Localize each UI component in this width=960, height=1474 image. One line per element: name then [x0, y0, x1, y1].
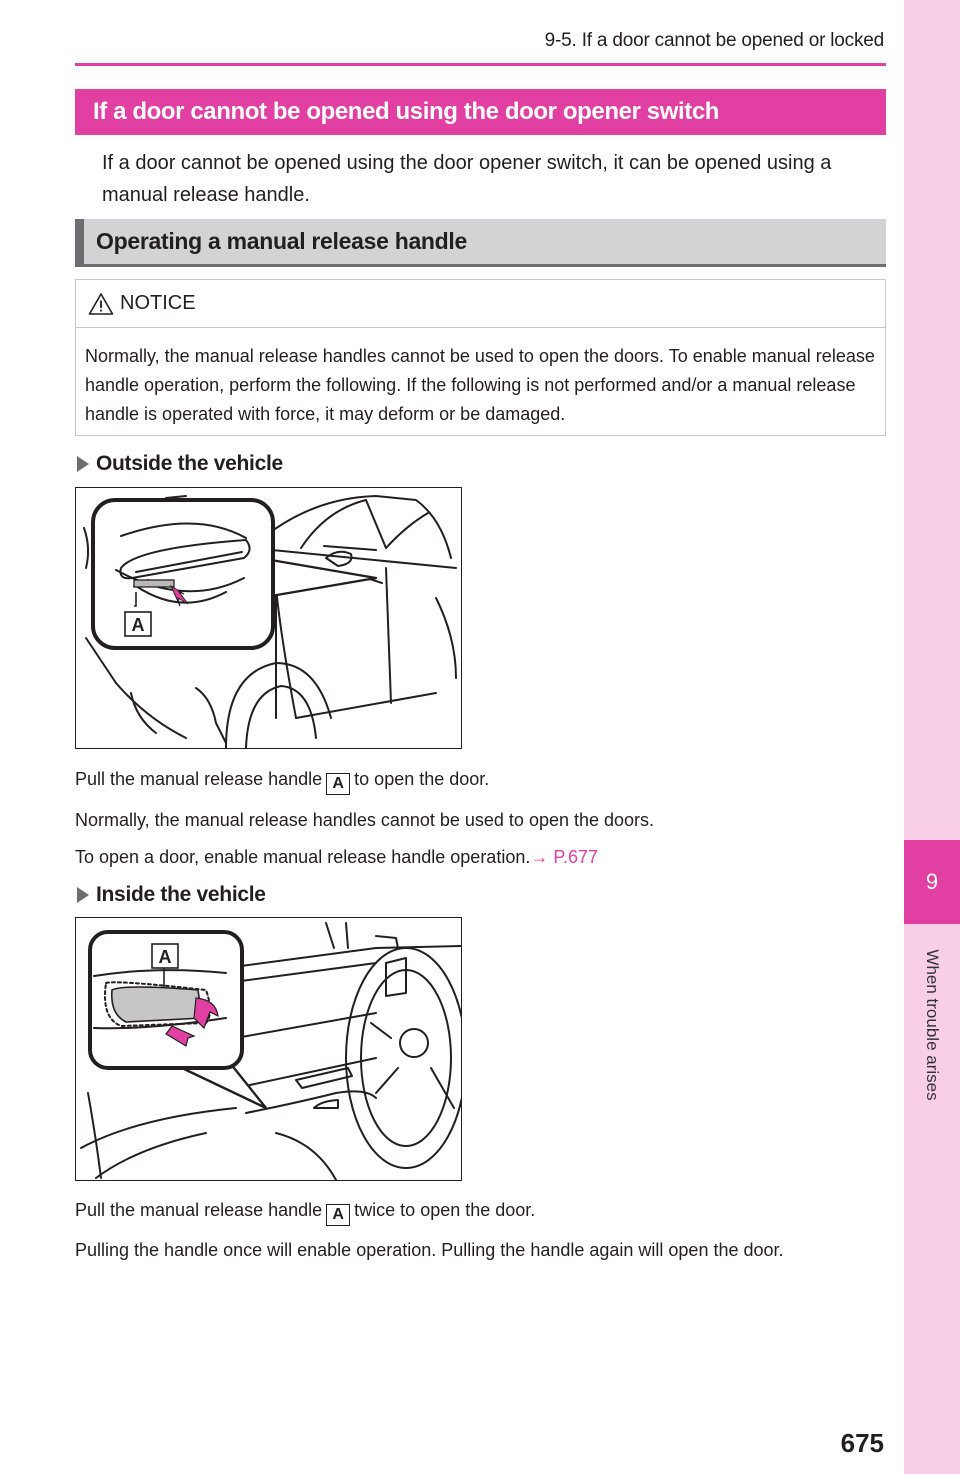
- running-head: 9-5. If a door cannot be opened or locked: [544, 30, 884, 51]
- figure-callout-label: A: [131, 615, 145, 635]
- callout-badge-a: A: [326, 773, 350, 795]
- outside-door-handle-drawing: [76, 488, 461, 748]
- header-rule: [75, 63, 886, 66]
- outside-vehicle-illustration: [75, 487, 462, 749]
- figure-callout-label: A: [158, 947, 172, 967]
- notice-label: NOTICE: [120, 292, 196, 314]
- inside-heading: Inside the vehicle: [77, 883, 266, 907]
- triangle-bullet-icon: [77, 887, 89, 903]
- page-reference-link[interactable]: → P.677: [530, 847, 599, 867]
- outside-heading: Outside the vehicle: [77, 452, 283, 476]
- subsection-title-bar: [75, 219, 886, 267]
- inside-instruction: Pull the manual release handle A twice to open the door.: [75, 1200, 535, 1226]
- outside-enable-note: To open a door, enable manual release handle operation.→ P.677: [75, 847, 599, 867]
- chapter-tab[interactable]: [904, 840, 960, 924]
- page-number: 675: [840, 1428, 884, 1458]
- notice-box: [75, 279, 886, 436]
- notice-header: [76, 280, 885, 328]
- section-intro: If a door cannot be opened using the door opener switch, it can be opened using a manual release handle.: [102, 152, 832, 206]
- outside-note: Normally, the manual release handles cannot be used to open the doors.: [75, 810, 655, 830]
- callout-badge-a: A: [326, 1204, 350, 1226]
- chapter-number: 9: [925, 869, 939, 894]
- subsection-title: Operating a manual release handle: [96, 228, 468, 254]
- chapter-title-vertical: When trouble arises: [923, 949, 942, 1101]
- section-title-bar: [75, 89, 886, 135]
- inside-note: Pulling the handle once will enable operation. Pulling the handle again will open the door.: [75, 1240, 784, 1260]
- notice-body: Normally, the manual release handles cannot be used to open the doors. To enable manual release handle operation, perform the following. If the following is not performed and/or a manual release handle is operated with force, it may deform or be damaged.: [85, 346, 875, 424]
- inside-door-handle-drawing: [76, 918, 461, 1180]
- outside-instruction: Pull the manual release handle A to open the door.: [75, 769, 489, 795]
- warning-triangle-icon: [88, 292, 114, 316]
- inside-vehicle-illustration: [75, 917, 462, 1181]
- triangle-bullet-icon: [77, 456, 89, 472]
- side-tab-strip: [904, 0, 960, 1474]
- section-title: If a door cannot be opened using the door opener switch: [93, 98, 720, 125]
